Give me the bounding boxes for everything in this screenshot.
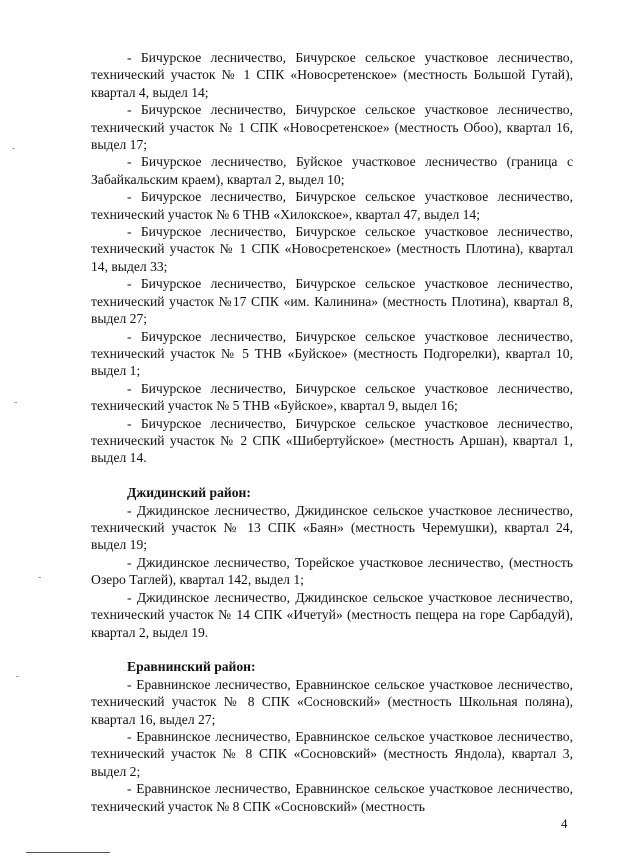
list-item: - Джидинское лесничество, Джидинское сельское участковое лесничество, технический участок № 14 СПК «Ичетуй» (местность пещера на горе Сарбадуй), квартал 2, выдел 19. [91,589,573,640]
list-item: - Еравнинское лесничество, Еравнинское сельское участковое лесничество, технический участок № 8 СПК «Сосновский» (местность [91,781,573,814]
section-dzhida [91,484,573,641]
section-eravna [91,658,573,815]
list-item: - Еравнинское лесничество, Еравнинское сельское участковое лесничество, технический участок № 8 СПК «Сосновский» (местность Яндола), квартал 3, выдел 2; [91,729,573,779]
section-heading: Джидинский район: [127,485,251,501]
list-item: - Бичурское лесничество, Бичурское сельское участковое лесничество, технический участок № 6 ТНВ «Хилокское», квартал 47, выдел 14; [91,189,573,222]
list-item: - Бичурское лесничество, Бичурское сельское участковое лесничество, технический участок № 1 СПК «Новосретенское» (местность Плотина), квартал 14, выдел 33; [91,224,573,274]
scan-speck [38,577,41,578]
scan-speck [16,676,19,677]
list-item: - Бичурское лесничество, Бичурское сельское участковое лесничество, технический участок № 5 ТНВ «Буйское», квартал 9, выдел 16; [91,380,573,414]
list-item: - Бичурское лесничество, Буйское участковое лесничество (граница с Забайкальским краем), квартал 2, выдел 10; [91,154,573,187]
list-item: - Еравнинское лесничество, Еравнинское сельское участковое лесничество, технический участок № 8 СПК «Сосновский» (местность Школьная поляна), квартал 16, выдел 27; [91,676,573,727]
footer-rule [26,852,110,853]
section-bichura-list [91,49,573,467]
document-body [91,49,573,815]
list-item: - Бичурское лесничество, Бичурское сельское участковое лесничество, технический участок № 1 СПК «Новосретенское» (местность Большой Гутай), квартал 4, выдел 14; [91,50,573,100]
scan-speck [14,402,17,403]
list-item: - Бичурское лесничество, Бичурское сельское участковое лесничество, технический участок № 5 ТНВ «Буйское» (местность Подгорелки), квартал 10, выдел 1; [91,328,573,379]
page-number: 4 [561,816,568,831]
list-item: - Джидинское лесничество, Торейское участковое лесничество, (местность Озеро Таглей), квартал 142, выдел 1; [91,554,573,588]
scan-speck [12,148,15,149]
list-item: - Джидинское лесничество, Джидинское сельское участковое лесничество, технический участок № 13 СПК «Баян» (местность Черемушки), квартал 24, выдел 19; [91,502,573,553]
list-item: - Бичурское лесничество, Бичурское сельское участковое лесничество, технический участок №17 СПК «им. Калинина» (местность Плотина), квартал 8, выдел 27; [91,276,573,327]
list-item: - Бичурское лесничество, Бичурское сельское участковое лесничество, технический участок № 1 СПК «Новосретенское» (местность Обоо), квартал 16, выдел 17; [91,102,573,153]
list-item: - Бичурское лесничество, Бичурское сельское участковое лесничество, технический участок № 2 СПК «Шибертуйское» (местность Аршан), квартал 1, выдел 14. [91,415,573,466]
section-heading: Еравнинский район: [127,659,256,675]
